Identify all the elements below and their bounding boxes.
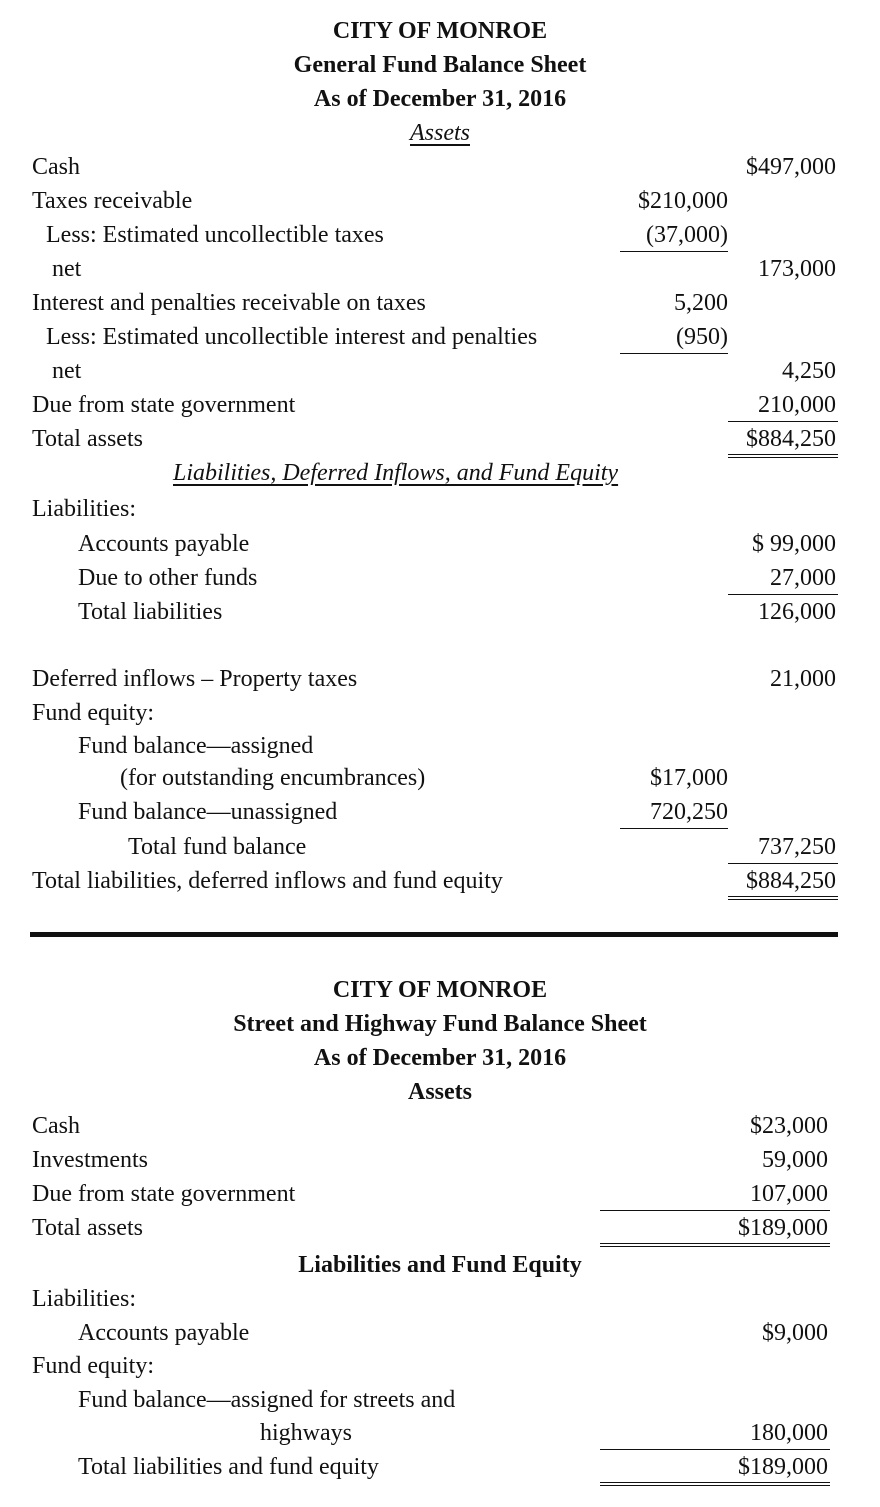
deferred-inflows-label: Deferred inflows – Property taxes (32, 666, 358, 692)
street-fund-equity-label: Fund equity: (32, 1353, 155, 1379)
underline (620, 828, 728, 829)
general-assets-heading: Assets (410, 120, 470, 146)
street-investments-label: Investments (32, 1147, 148, 1173)
underline (600, 1210, 830, 1211)
fund-balance-assigned-amount: $17,000 (650, 765, 728, 791)
total-fund-balance-amount: 737,250 (758, 834, 836, 860)
street-fund-balance-assigned-amount: 180,000 (750, 1420, 828, 1446)
accounts-payable-label: Accounts payable (78, 531, 250, 557)
due-to-other-funds-label: Due to other funds (78, 565, 258, 591)
fund-balance-unassigned-amount: 720,250 (650, 799, 728, 825)
general-sheet-title: General Fund Balance Sheet (293, 52, 587, 78)
total-assets-label: Total assets (32, 426, 143, 452)
net-interest-amount: 4,250 (782, 358, 836, 384)
double-underline (728, 896, 838, 900)
street-cash-amount: $23,000 (750, 1113, 828, 1139)
total-fund-balance-label: Total fund balance (128, 834, 307, 860)
fund-balance-assigned-sub: (for outstanding encumbrances) (120, 765, 426, 791)
less-uncollectible-interest-amount: (950) (676, 324, 728, 350)
street-assets-heading: Assets (408, 1079, 472, 1105)
interest-penalties-amount: 5,200 (674, 290, 728, 316)
street-liabilities-label: Liabilities: (32, 1286, 136, 1312)
street-date: As of December 31, 2016 (313, 1045, 567, 1071)
grand-total-amount: $884,250 (746, 868, 836, 894)
street-cash-label: Cash (32, 1113, 80, 1139)
taxes-receivable-label: Taxes receivable (32, 188, 193, 214)
underline (728, 863, 838, 864)
less-uncollectible-taxes-label: Less: Estimated uncollectible taxes (46, 222, 384, 248)
street-city-title: CITY OF MONROE (332, 977, 548, 1003)
street-due-from-state-label: Due from state government (32, 1181, 296, 1207)
general-liabilities-heading: Liabilities, Deferred Inflows, and Fund Equity (173, 460, 619, 486)
interest-penalties-label: Interest and penalties receivable on taxes (32, 290, 426, 316)
street-grand-total-amount: $189,000 (738, 1454, 828, 1480)
due-from-state-label: Due from state government (32, 392, 296, 418)
street-grand-total-label: Total liabilities and fund equity (78, 1454, 379, 1480)
grand-total-label: Total liabilities, deferred inflows and fund equity (32, 868, 503, 894)
less-uncollectible-taxes-amount: (37,000) (646, 222, 728, 248)
street-total-assets-amount: $189,000 (738, 1215, 828, 1241)
deferred-inflows-amount: 21,000 (770, 666, 836, 692)
general-city-title: CITY OF MONROE (332, 18, 548, 44)
due-from-state-amount: 210,000 (758, 392, 836, 418)
underline (620, 251, 728, 252)
underline (728, 594, 838, 595)
net-taxes-label: net (52, 256, 82, 282)
total-liabilities-amount: 126,000 (758, 599, 836, 625)
street-fund-balance-assigned-label-cont: highways (260, 1420, 352, 1446)
double-underline (600, 1243, 830, 1247)
liabilities-label: Liabilities: (32, 496, 136, 522)
total-assets-amount: $884,250 (746, 426, 836, 452)
less-uncollectible-interest-label: Less: Estimated uncollectible interest and penalties (46, 324, 538, 350)
total-liabilities-label: Total liabilities (78, 599, 223, 625)
underline (728, 421, 838, 422)
street-investments-amount: 59,000 (762, 1147, 828, 1173)
underline (620, 353, 728, 354)
double-underline (600, 1482, 830, 1486)
section-divider (30, 932, 838, 937)
accounts-payable-amount: $ 99,000 (752, 531, 836, 557)
cash-amount: $497,000 (746, 154, 836, 180)
general-date: As of December 31, 2016 (313, 86, 567, 112)
fund-balance-unassigned-label: Fund balance—unassigned (78, 799, 338, 825)
street-liabilities-heading: Liabilities and Fund Equity (298, 1252, 582, 1278)
cash-label: Cash (32, 154, 80, 180)
street-accounts-payable-label: Accounts payable (78, 1320, 250, 1346)
net-interest-label: net (52, 358, 82, 384)
street-sheet-title: Street and Highway Fund Balance Sheet (233, 1011, 647, 1037)
underline (600, 1449, 830, 1450)
due-to-other-funds-amount: 27,000 (770, 565, 836, 591)
taxes-receivable-amount: $210,000 (638, 188, 728, 214)
street-fund-balance-assigned-label: Fund balance—assigned for streets and (78, 1387, 456, 1413)
fund-balance-assigned-label: Fund balance—assigned (78, 733, 314, 759)
street-accounts-payable-amount: $9,000 (762, 1320, 828, 1346)
street-due-from-state-amount: 107,000 (750, 1181, 828, 1207)
fund-equity-label: Fund equity: (32, 700, 155, 726)
double-underline (728, 454, 838, 458)
street-total-assets-label: Total assets (32, 1215, 143, 1241)
net-taxes-amount: 173,000 (758, 256, 836, 282)
